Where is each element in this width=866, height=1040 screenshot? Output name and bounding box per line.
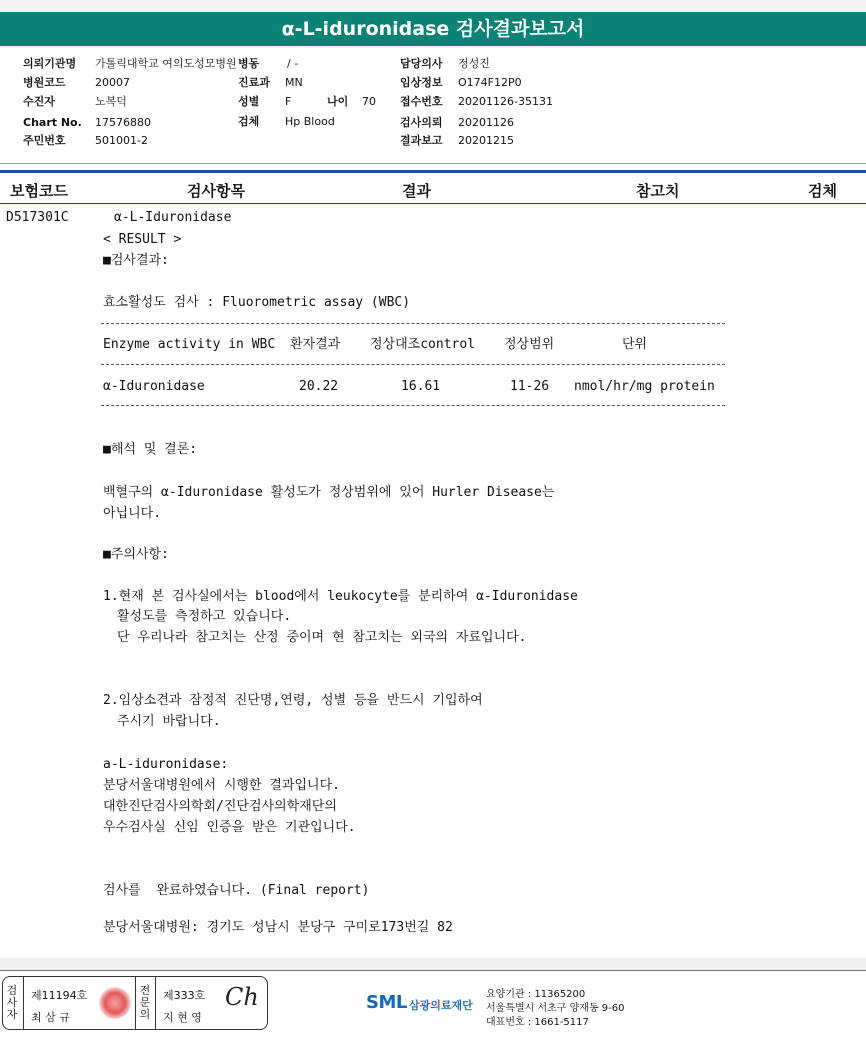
col-result: 결과 xyxy=(402,182,431,200)
method: 효소활성도 검사 : Fluorometric assay (WBC) xyxy=(103,295,411,310)
info-value: 17576880 xyxy=(95,116,151,129)
tester-license: 제11194호 xyxy=(31,989,88,1002)
interpretation-line: 아닙니다. xyxy=(103,506,162,521)
lab-note: a-L-iduronidase: xyxy=(103,757,229,772)
info-name xyxy=(23,95,223,108)
info-value: / - xyxy=(287,57,299,70)
info-label: 진료과 xyxy=(238,76,270,89)
info-value: F xyxy=(285,95,292,108)
info-label: 결과보고 xyxy=(400,134,443,147)
col-test-item: 검사항목 xyxy=(187,182,245,200)
signature: Ch xyxy=(225,983,259,1011)
col-specimen: 검체 xyxy=(808,182,837,200)
info-value: Hp Blood xyxy=(285,115,335,128)
table-cell-range: 11-26 xyxy=(510,379,550,394)
divider xyxy=(0,203,866,204)
divider xyxy=(0,170,866,173)
info-department xyxy=(238,76,378,89)
info-request-date xyxy=(400,116,560,129)
info-value: O174F12P0 xyxy=(458,76,522,89)
info-clinical xyxy=(400,76,560,89)
lab-note: 대한진단검사의학회/진단검사의학재단의 xyxy=(103,799,337,814)
info-doctor xyxy=(400,57,560,70)
info-label: 주민번호 xyxy=(23,134,66,147)
col-insurance-code: 보험코드 xyxy=(10,182,68,200)
lab-address: 분당서울대병원: 경기도 성남시 분당구 구미로173번길 82 xyxy=(103,920,453,935)
info-label: 수진자 xyxy=(23,95,55,108)
divider xyxy=(23,977,24,1029)
tester-name: 최 삼 규 xyxy=(31,1011,70,1024)
seal-stamp xyxy=(99,987,131,1019)
table-header-range: 정상범위 xyxy=(504,337,555,352)
info-label: 병원코드 xyxy=(23,76,66,89)
table-divider xyxy=(101,323,725,324)
table-cell-control: 16.61 xyxy=(401,379,441,394)
specialist-license: 제333호 xyxy=(163,989,206,1002)
specialist-name: 지 현 영 xyxy=(163,1011,202,1024)
org-address: 서울특별시 서초구 양재동 9-60 xyxy=(486,1003,625,1014)
footer-band xyxy=(0,958,866,970)
info-value: 가톨릭대학교 여의도성모병원 xyxy=(95,57,237,70)
divider xyxy=(0,970,866,971)
divider xyxy=(135,977,136,1029)
info-label: 검사의뢰 xyxy=(400,116,443,129)
info-value: 501001-2 xyxy=(95,134,148,147)
table-header-unit: 단위 xyxy=(622,337,648,352)
note-line: 1.현재 본 검사실에서는 blood에서 leukocyte를 분리하여 α-Iduronidase xyxy=(103,589,578,604)
table-header-patient: 환자결과 xyxy=(290,337,341,352)
info-report-date xyxy=(400,134,560,147)
divider xyxy=(0,163,866,164)
table-divider xyxy=(101,364,725,365)
interpretation-line: 백혈구의 α-Iduronidase 활성도가 정상범위에 있어 Hurler Disease는 xyxy=(103,485,555,500)
info-value: MN xyxy=(285,76,303,89)
note-line: 2.임상소견과 잠정적 진단명,연령, 성별 등을 반드시 기입하여 xyxy=(103,693,483,708)
info-id-no xyxy=(23,134,223,147)
info-value: 노복덕 xyxy=(95,95,127,108)
org-code: 요양기관 : 11365200 xyxy=(486,989,586,1000)
info-label: 접수번호 xyxy=(400,95,443,108)
info-label: 나이 xyxy=(327,95,349,108)
divider xyxy=(155,977,156,1029)
table-header-control: 정상대조control xyxy=(370,337,476,352)
table-cell-enzyme: α-Iduronidase xyxy=(103,379,205,394)
info-hospital-code xyxy=(23,76,223,89)
info-label: 임상정보 xyxy=(400,76,443,89)
lab-note: 우수검사실 신임 인증을 받은 기관입니다. xyxy=(103,820,356,835)
info-age xyxy=(327,95,387,108)
table-cell-patient: 20.22 xyxy=(299,379,339,394)
lab-note: 분당서울대병원에서 시행한 결과입니다. xyxy=(103,778,340,793)
info-ward xyxy=(238,57,378,70)
table-header-enzyme: Enzyme activity in WBC xyxy=(103,337,276,352)
info-value: 정성진 xyxy=(458,57,490,70)
note-line: 주시기 바랍니다. xyxy=(117,714,221,729)
tester-label: 검 사 자 xyxy=(6,984,18,1021)
insurance-code: D517301C xyxy=(6,210,69,225)
note-line: 활성도를 측정하고 있습니다. xyxy=(117,609,292,624)
info-label: 검체 xyxy=(238,115,260,128)
info-label: 성별 xyxy=(238,95,260,108)
info-specimen xyxy=(238,115,378,128)
info-label: 의뢰기관명 xyxy=(23,57,77,70)
final-report: 검사를 완료하였습니다. (Final report) xyxy=(103,883,370,898)
section-notes: ■주의사항: xyxy=(103,547,169,562)
signature-box xyxy=(2,976,268,1030)
note-line: 단 우리나라 참고치는 산정 중이며 현 참고치는 외국의 자료입니다. xyxy=(117,630,527,645)
info-label: 담당의사 xyxy=(400,57,443,70)
info-chart-no xyxy=(23,116,223,129)
info-receipt xyxy=(400,95,580,108)
org-name: 삼광의료재단 xyxy=(409,999,473,1012)
report-title: α-L-iduronidase 검사결과보고서 xyxy=(0,12,866,46)
table-cell-unit: nmol/hr/mg protein xyxy=(574,379,715,394)
specialist-label: 전 문 의 xyxy=(139,984,151,1021)
section-result: ■검사결과: xyxy=(103,253,169,268)
info-value: 70 xyxy=(362,95,376,108)
info-value: 20201126 xyxy=(458,116,514,129)
info-value: 20007 xyxy=(95,76,130,89)
info-value: 20201126-35131 xyxy=(458,95,553,108)
result-tag: < RESULT > xyxy=(103,232,182,247)
info-label: Chart No. xyxy=(23,116,82,129)
info-sex xyxy=(238,95,318,108)
section-interpretation: ■해석 및 결론: xyxy=(103,442,198,457)
test-name: α-L-Iduronidase xyxy=(114,210,232,225)
sml-logo: SML xyxy=(366,992,407,1013)
info-label: 병동 xyxy=(238,57,260,70)
table-divider xyxy=(101,405,725,406)
info-value: 20201215 xyxy=(458,134,514,147)
col-reference: 참고치 xyxy=(636,182,680,200)
info-institution xyxy=(23,57,263,70)
org-phone: 대표번호 : 1661-5117 xyxy=(486,1017,589,1028)
